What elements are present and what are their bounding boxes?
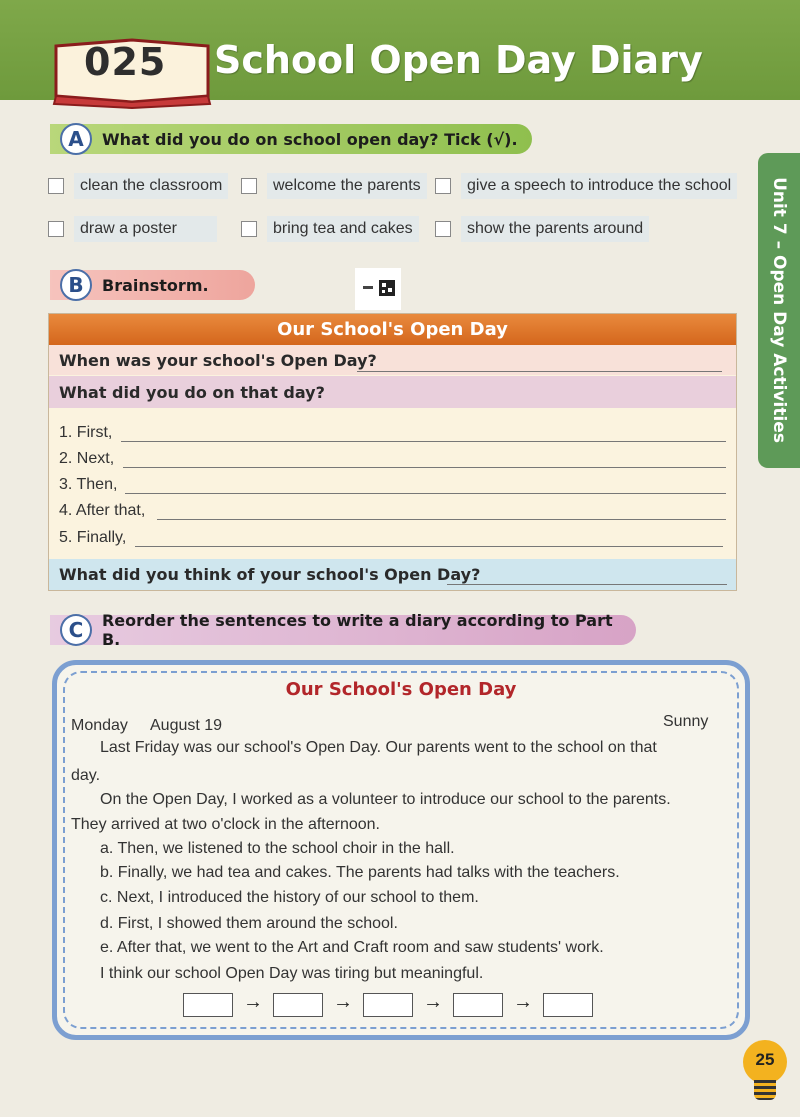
checkbox[interactable] <box>435 221 451 237</box>
section-c-instruction: Reorder the sentences to write a diary according to Part B. <box>101 611 613 649</box>
answer-line-finally[interactable] <box>135 546 723 547</box>
table-title: Our School's Open Day <box>49 314 736 345</box>
section-a-instruction: What did you do on school open day? Tick (√). <box>102 129 518 149</box>
unit-side-label: Unit 7 – Open Day Activities <box>769 177 789 443</box>
diary-title: Our School's Open Day <box>285 679 517 700</box>
section-b-bar <box>50 270 255 300</box>
diary-sentence-e: e. After that, we went to the Art and Craft room and saw students' work. <box>100 939 604 956</box>
answer-box-2[interactable] <box>273 993 323 1017</box>
step-finally: 5. Finally, <box>59 529 127 546</box>
diary-sentence-a: a. Then, we listened to the school choir in the hall. <box>100 840 455 857</box>
diary-day: Monday <box>71 717 128 734</box>
question-when: When was your school's Open Day? <box>59 350 377 370</box>
brainstorm-table <box>48 313 737 591</box>
option-clean-classroom[interactable] <box>48 171 228 201</box>
arrow-icon: → <box>423 991 443 1013</box>
section-c-bar <box>50 611 636 649</box>
table-row-what <box>49 376 736 408</box>
option-draw-poster[interactable] <box>48 214 217 244</box>
question-what: What did you do on that day? <box>59 382 325 402</box>
section-b-letter: B <box>60 269 92 301</box>
diary-sentence-c: c. Next, I introduced the history of our school to them. <box>100 889 479 906</box>
arrow-icon: → <box>333 991 353 1013</box>
step-then: 3. Then, <box>59 476 118 493</box>
section-c-letter: C <box>60 614 92 646</box>
arrow-icon: → <box>513 991 533 1013</box>
step-first: 1. First, <box>59 424 113 441</box>
section-a-bar <box>50 124 532 154</box>
answer-line-next[interactable] <box>123 467 726 468</box>
step-after-that: 4. After that, <box>59 502 146 519</box>
option-label: welcome the parents <box>267 173 427 199</box>
table-row-think <box>49 559 736 590</box>
lightbulb-base-icon <box>754 1080 776 1100</box>
checkbox[interactable] <box>435 178 451 194</box>
answer-box-5[interactable] <box>543 993 593 1017</box>
checkbox[interactable] <box>48 221 64 237</box>
page-number: 25 <box>755 1050 775 1069</box>
answer-box-1[interactable] <box>183 993 233 1017</box>
option-label: give a speech to introduce the school <box>461 173 737 199</box>
checkbox[interactable] <box>241 178 257 194</box>
diary-p1-line1: Last Friday was our school's Open Day. Our parents went to the school on that <box>100 739 657 756</box>
answer-line-when[interactable] <box>357 371 722 372</box>
diary-frame <box>52 660 750 1040</box>
answer-line-then[interactable] <box>125 493 726 494</box>
answer-box-4[interactable] <box>453 993 503 1017</box>
option-label: draw a poster <box>74 216 217 242</box>
checkbox[interactable] <box>48 178 64 194</box>
section-b-instruction: Brainstorm. <box>102 275 209 295</box>
answer-line-think[interactable] <box>447 584 727 585</box>
diary-sentence-b: b. Finally, we had tea and cakes. The parents had talks with the teachers. <box>100 864 620 881</box>
option-label: clean the classroom <box>74 173 228 199</box>
answer-box-3[interactable] <box>363 993 413 1017</box>
diary-closing: I think our school Open Day was tiring but meaningful. <box>100 965 484 982</box>
diary-p2-line1: On the Open Day, I worked as a volunteer to introduce our school to the parents. <box>100 791 671 808</box>
option-give-speech[interactable] <box>435 171 737 201</box>
option-label: bring tea and cakes <box>267 216 419 242</box>
answer-line-first[interactable] <box>121 441 726 442</box>
option-bring-tea[interactable] <box>241 214 419 244</box>
qr-code-icon[interactable] <box>355 268 401 310</box>
page-title: School Open Day Diary <box>214 38 703 82</box>
step-next: 2. Next, <box>59 450 115 467</box>
diary-weather: Sunny <box>663 713 709 730</box>
option-show-parents[interactable] <box>435 214 649 244</box>
diary-p1-line2: day. <box>71 767 101 784</box>
diary-sentence-d: d. First, I showed them around the school. <box>100 915 398 932</box>
section-a-letter: A <box>60 123 92 155</box>
option-welcome-parents[interactable] <box>241 171 427 201</box>
diary-date: August 19 <box>150 717 223 734</box>
arrow-icon: → <box>243 991 263 1013</box>
answer-line-after-that[interactable] <box>157 519 726 520</box>
checkbox[interactable] <box>241 221 257 237</box>
diary-p2-line2: They arrived at two o'clock in the afternoon. <box>71 816 380 833</box>
option-label: show the parents around <box>461 216 649 242</box>
lesson-number: 025 <box>84 40 167 84</box>
question-think: What did you think of your school's Open Day? <box>59 565 481 584</box>
